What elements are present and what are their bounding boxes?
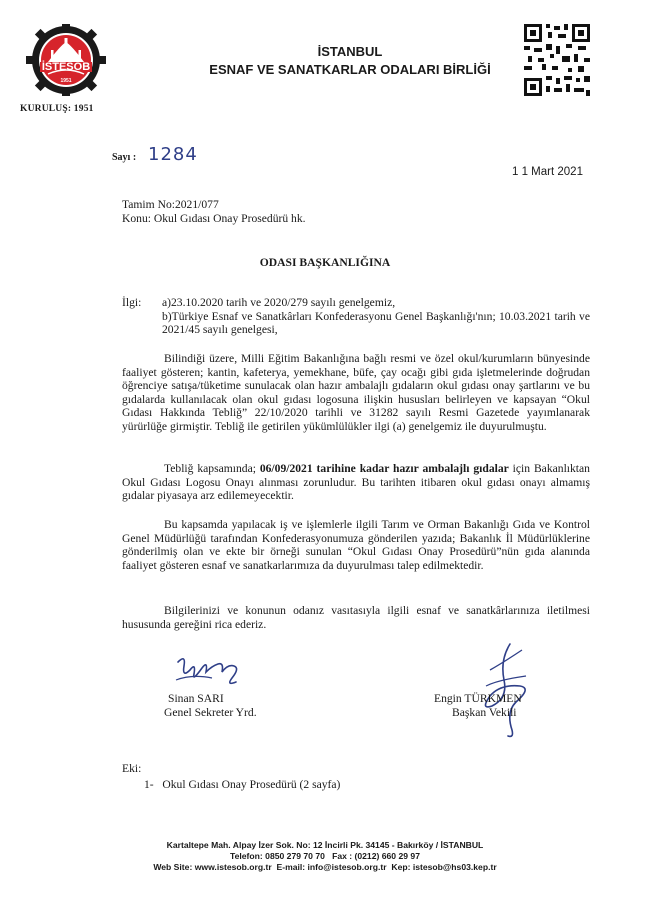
footer-address: Kartaltepe Mah. Alpay İzer Sok. No: 12 İncirli Pk. 34145 - Bakırköy / İSTANBUL [166, 840, 484, 850]
established-year: KURULUŞ: 1951 [20, 104, 94, 114]
body-paragraph-2 [122, 462, 590, 503]
left-signature-icon [172, 652, 252, 692]
attachment-item: 1- Okul Gıdası Onay Prosedürü (2 sayfa) [144, 778, 341, 791]
org-city: İSTANBUL [317, 44, 383, 59]
footer-web: Web Site: www.istesob.org.tr E-mail: info@istesob.org.tr Kep: istesob@hs03.kep.tr [153, 862, 497, 872]
left-signatory-name: Sinan SARI [168, 692, 224, 705]
attachments-label: Eki: [122, 762, 142, 775]
subject-line: Konu: Okul Gıdası Onay Prosedürü hk. [122, 212, 306, 225]
reference-list [162, 296, 590, 337]
reference-item-b: b)Türkiye Esnaf ve Sanatkârları Konfederasyonu Genel Başkanlığı'nın; 10.03.2021 tarih ve 2021/45 sayılı genelgesi, [162, 309, 590, 337]
deadline-emphasis: 06/09/2021 tarihine kadar hazır ambalajlı gıdalar [259, 462, 509, 475]
recipient-heading: ODASI BAŞKANLIĞINA [259, 256, 391, 269]
circular-number: Tamim No:2021/077 [122, 198, 219, 211]
logo-text: İSTESOB [41, 61, 91, 73]
document-date: 1 1 Mart 2021 [512, 166, 583, 178]
body-paragraph-3: Bu kapsamda yapılacak iş ve işlemlerle ilgili Tarım ve Orman Bakanlığı Gıda ve Kontrol Genel Müdürlüğü tarafından Konfederasyonumuza gönderilen yazıda; Bakanlık İl Müdürlüklerine gönderilmiş olan ve ekte bir örneği sunulan “Okul Gıdası Onay Prosedürü”nün gıda alanında faaliyet gösteren esnaf ve sanatkarlarımıza da duyurulması talep edilmektedir. [122, 518, 590, 572]
body-paragraph-1: Bilindiği üzere, Milli Eğitim Bakanlığına bağlı resmi ve özel okul/kurumların bünyesinde faaliyet gösteren; kantin, kafeterya, yemekhane, büfe, çay ocağı gibi gıda işletmelerinde doğrudan öğrenciye satışa/tüketime sunulacak olan hazır ambalajlı gıdaların okul gıdası onay şartlarını ve bu gıdalarda kullanılacak olan okul gıdası logosuna ilişkin hususları belirleyen ve kapsayan “Okul Gıdası Hakkında Tebliğ” 22/10/2020 tarihli ve 31282 sayılı Resmi Gazetede yayımlanarak yürürlüğe girmiştir. Tebliğ ile getirilen yükümlülükler ilgi (a) genelgemiz ile duyurulmuştu. [122, 352, 590, 433]
paragraph-2-end: için Bakanlıktan Okul Gıdası Logosu Onayı alınması zorunludur. Bu tarihten itibaren okul gıdası onayı almamış gıdalar piyasaya arz edilemeyecektir. [122, 462, 590, 503]
right-signatory-name: Engin TÜRKMEN [434, 692, 522, 705]
logo-year: 1951 [60, 78, 72, 84]
reference-item-a: a)23.10.2020 tarih ve 2020/279 sayılı genelgemiz, [162, 296, 396, 309]
paragraph-2-start: Tebliğ kapsamında; [164, 462, 260, 475]
reference-label: Sayı : [112, 152, 137, 163]
qr-code-icon [524, 24, 590, 96]
reference-number: 1284 [148, 144, 198, 165]
footer-phone: Telefon: 0850 279 70 70 Fax : (0212) 660 29 97 [230, 851, 420, 861]
body-paragraph-4: Bilgilerinizi ve konunun odanız vasıtasıyla ilgili esnaf ve sanatkârlarınıza iletilmesi hususunda gereğini rica ederiz. [122, 604, 590, 631]
reference-list-label: İlgi: [122, 296, 142, 309]
istesob-logo [22, 24, 118, 96]
left-signatory-title: Genel Sekreter Yrd. [164, 706, 257, 719]
right-signatory-title: Başkan Vekili [452, 706, 517, 719]
org-name: ESNAF VE SANATKARLAR ODALARI BİRLİĞİ [209, 62, 491, 77]
right-signature-icon [470, 640, 540, 740]
